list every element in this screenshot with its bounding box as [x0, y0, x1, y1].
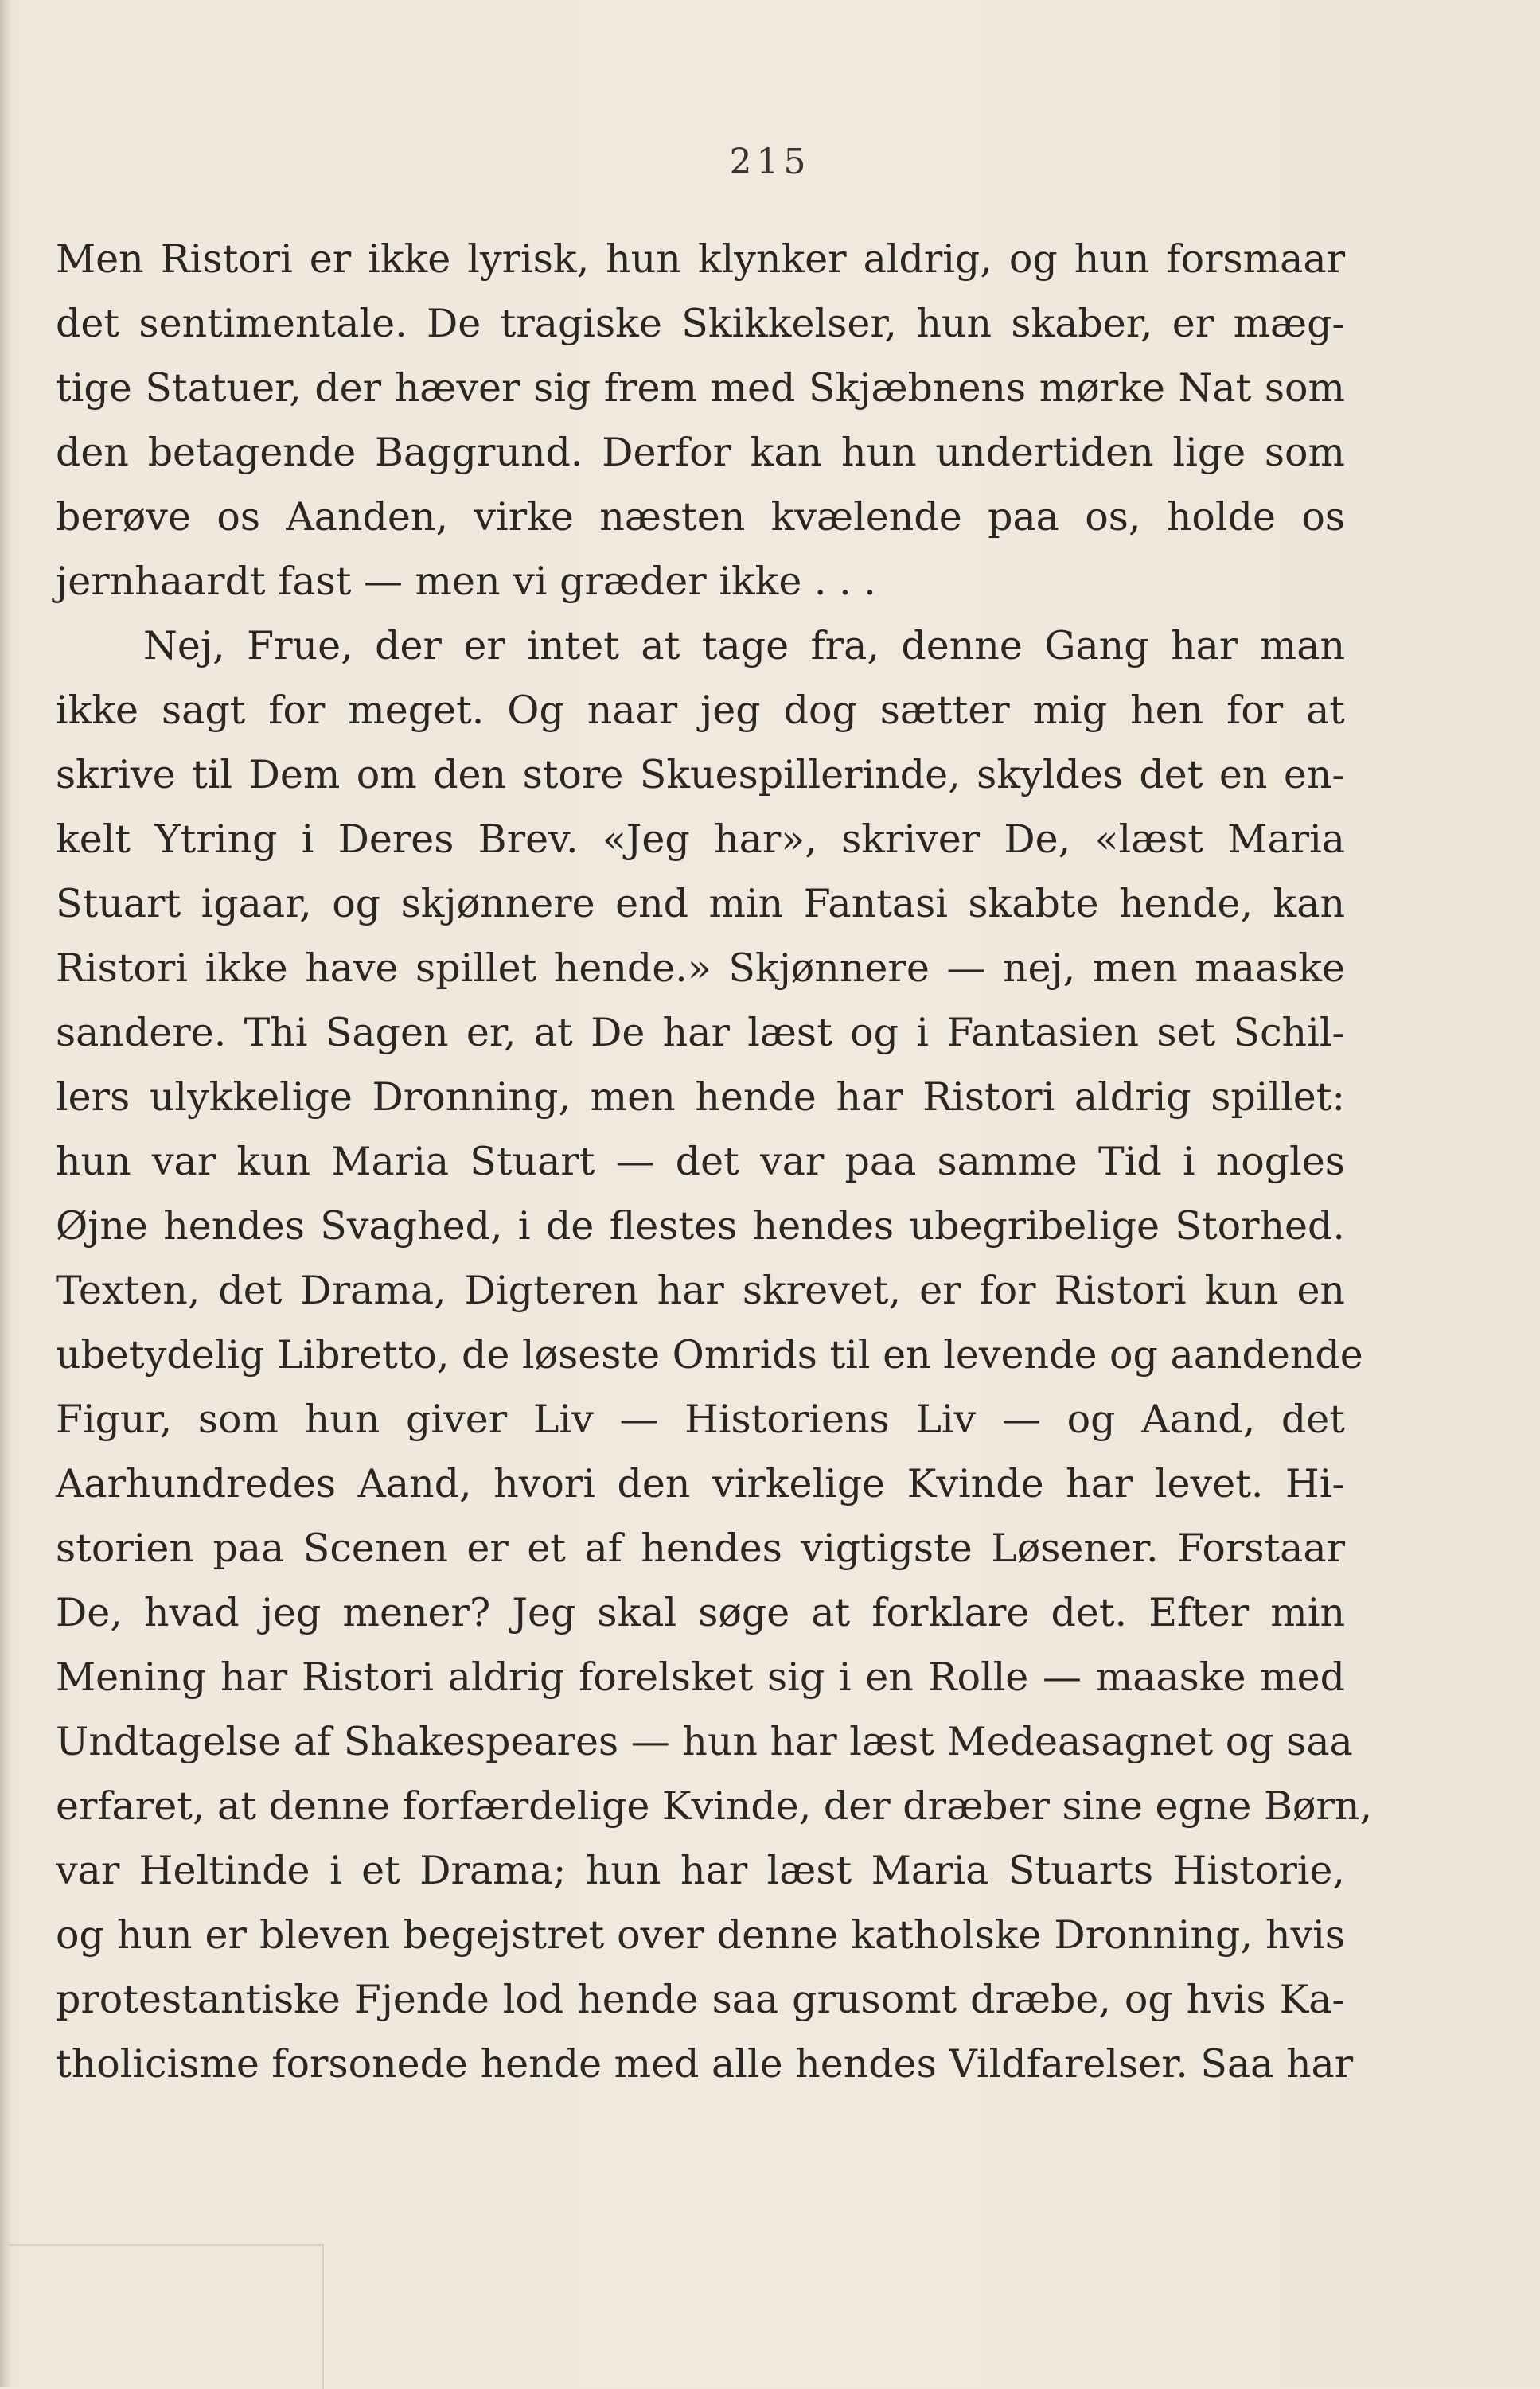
text-line: det sentimentale. De tragiske Skikkelser, hun skaber, er mæg- — [56, 301, 1345, 346]
text-line: tige Statuer, der hæver sig frem med Skjæbnens mørke Nat som — [56, 365, 1345, 411]
text-line: og hun er bleven begejstret over denne katholske Dronning, hvis — [56, 1912, 1345, 1958]
text-line: berøve os Aanden, virke næsten kvælende paa os, holde os — [56, 494, 1345, 540]
page-number: 215 — [729, 142, 811, 182]
text-line: kelt Ytring i Deres Brev. «Jeg har», skriver De, «læst Maria — [56, 816, 1345, 862]
text-line: Texten, det Drama, Digteren har skrevet, er for Ristori kun en — [56, 1268, 1345, 1313]
text-line: lers ulykkelige Dronning, men hende har Ristori aldrig spillet: — [56, 1074, 1345, 1120]
text-line: Men Ristori er ikke lyrisk, hun klynker aldrig, og hun forsmaar — [56, 236, 1345, 282]
text-line: hun var kun Maria Stuart — det var paa samme Tid i nogles — [56, 1139, 1345, 1184]
text-line: storien paa Scenen er et af hendes vigtigste Løsener. Forstaar — [56, 1526, 1345, 1571]
text-line: Stuart igaar, og skjønnere end min Fantasi skabte hende, kan — [56, 881, 1345, 926]
text-line: Mening har Ristori aldrig forelsket sig i en Rolle — maaske med — [56, 1654, 1345, 1700]
body-text — [56, 227, 1373, 2096]
text-line: Ristori ikke have spillet hende.» Skjønnere — nej, men maaske — [56, 945, 1345, 991]
text-line: sandere. Thi Sagen er, at De har læst og i Fantasien set Schil- — [56, 1010, 1345, 1055]
text-line: protestantiske Fjende lod hende saa grusomt dræbe, og hvis Ka- — [56, 1977, 1345, 2022]
text-line: tholicisme forsonede hende med alle hendes Vildfarelser. Saa har — [56, 2041, 1354, 2087]
text-line: Figur, som hun giver Liv — Historiens Liv — og Aand, det — [56, 1397, 1345, 1442]
bottom-left-frame-mark — [8, 2244, 324, 2389]
text-line: ikke sagt for meget. Og naar jeg dog sætter mig hen for at — [56, 688, 1345, 733]
text-line: Nej, Frue, der er intet at tage fra, denne Gang har man — [143, 623, 1345, 668]
text-line: Øjne hendes Svaghed, i de flestes hendes ubegribelige Storhed. — [56, 1203, 1345, 1249]
text-line: ubetydelig Libretto, de løseste Omrids til en levende og aandende — [56, 1332, 1363, 1378]
page-spine-edge — [0, 0, 11, 2387]
text-line: De, hvad jeg mener? Jeg skal søge at forklare det. Efter min — [56, 1590, 1345, 1635]
text-line: Aarhundredes Aand, hvori den virkelige Kvinde har levet. Hi- — [56, 1461, 1345, 1506]
text-line: jernhaardt fast — men vi græder ikke . . . — [56, 559, 876, 604]
text-line: erfaret, at denne forfærdelige Kvinde, der dræber sine egne Børn, — [56, 1783, 1373, 1829]
text-line: var Heltinde i et Drama; hun har læst Maria Stuarts Historie, — [56, 1848, 1345, 1893]
text-line: skrive til Dem om den store Skuespillerinde, skyldes det en en- — [56, 752, 1345, 797]
text-line: Undtagelse af Shakespeares — hun har læst Medeasagnet og saa — [56, 1719, 1353, 1764]
text-line: den betagende Baggrund. Derfor kan hun undertiden lige som — [56, 430, 1345, 475]
